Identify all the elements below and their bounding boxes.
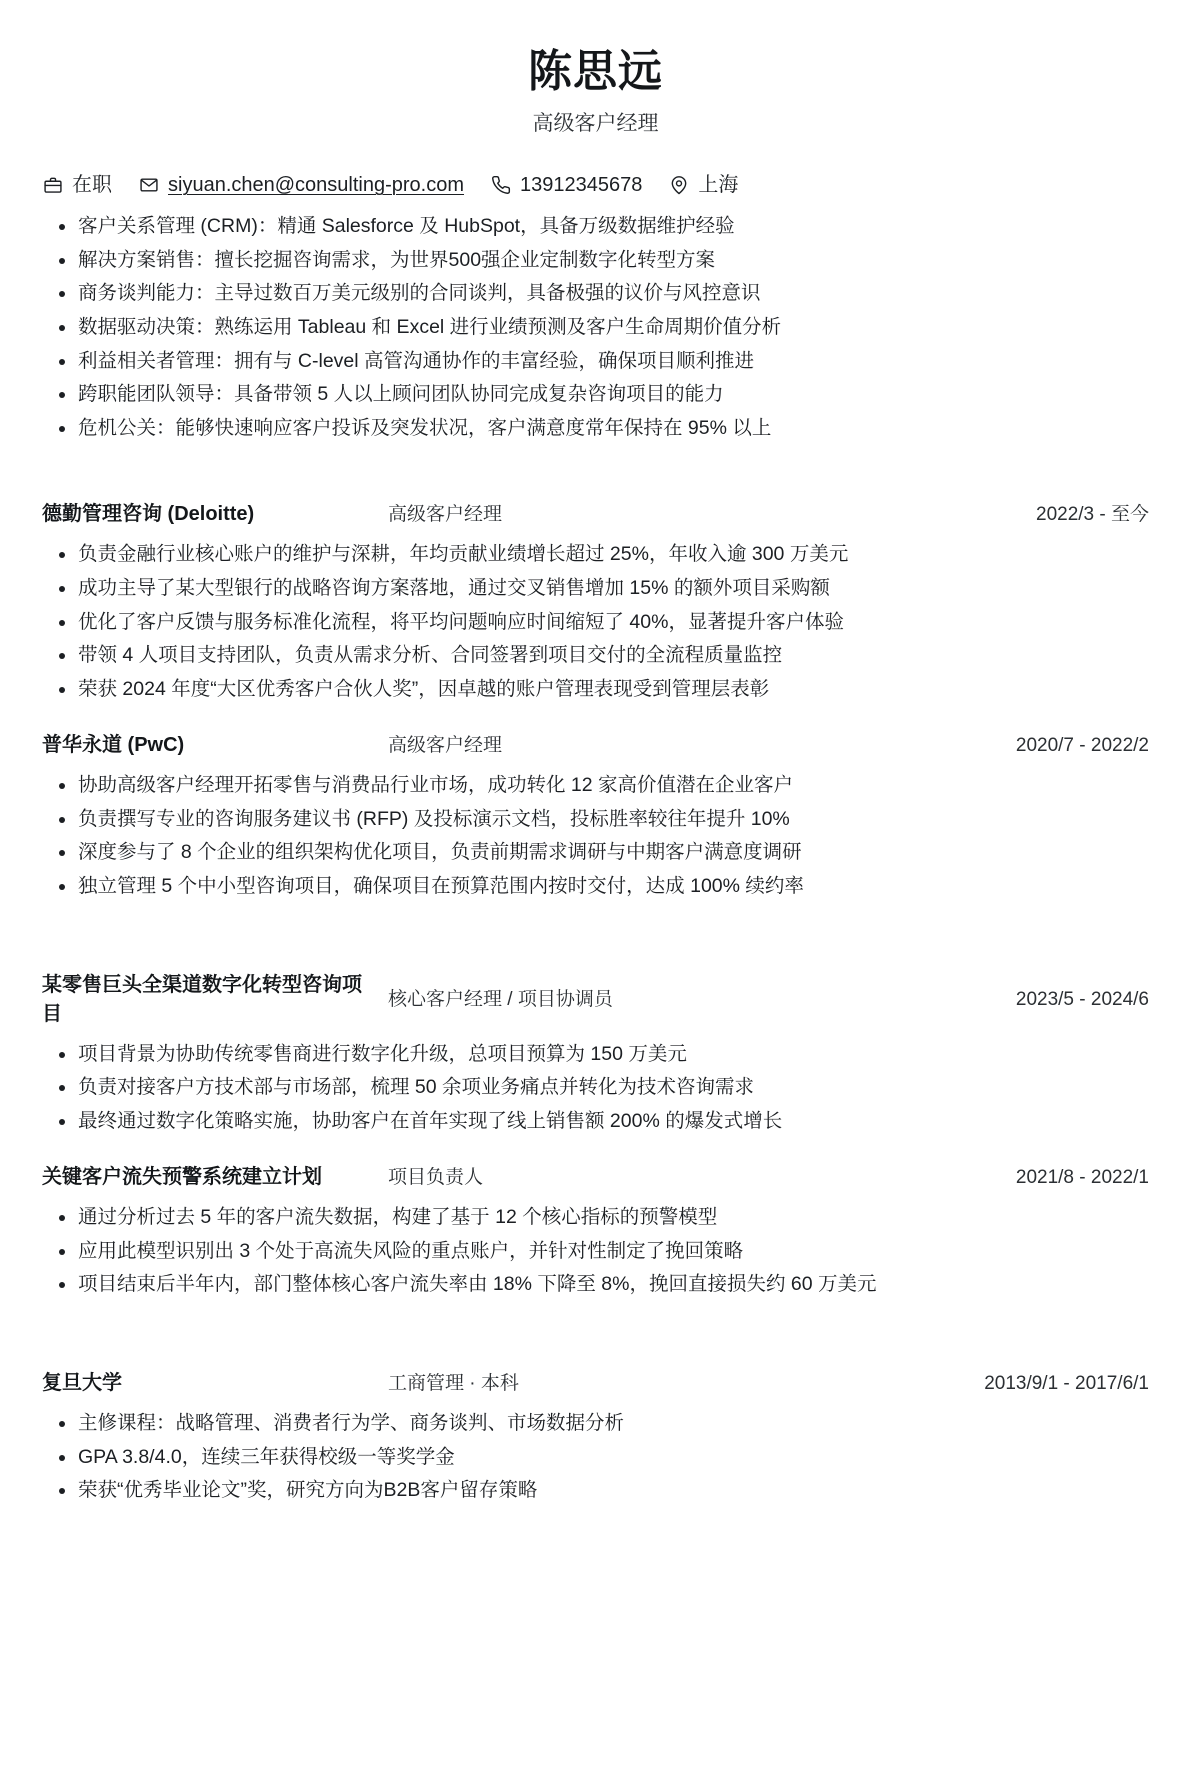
- experience-entry-bullets: [42, 539, 1149, 705]
- bullet-item: 荣获“优秀毕业论文”奖，研究方向为B2B客户留存策略: [42, 1475, 1149, 1507]
- skill-item: 解决方案销售：擅长挖掘咨询需求，为世界500强企业定制数字化转型方案: [42, 245, 1149, 277]
- project-entry-role: 核心客户经理 / 项目协调员: [388, 988, 613, 1010]
- skill-item: 数据驱动决策：熟练运用 Tableau 和 Excel 进行业绩预测及客户生命周期价值分析: [42, 312, 1149, 344]
- bullet-item: 荣获 2024 年度“大区优秀客户合伙人奖”，因卓越的账户管理表现受到管理层表彰: [42, 674, 1149, 706]
- education-entry-role: 工商管理 · 本科: [388, 1372, 519, 1394]
- headline: 高级客户经理: [532, 112, 659, 135]
- bullet-item: 通过分析过去 5 年的客户流失数据，构建了基于 12 个核心指标的预警模型: [42, 1202, 1149, 1234]
- bullet-item: 成功主导了某大型银行的战略咨询方案落地，通过交叉销售增加 15% 的额外项目采购额: [42, 573, 1149, 605]
- page-title: 陈思远: [528, 47, 663, 96]
- bullet-item: 负责金融行业核心账户的维护与深耕，年均贡献业绩增长超过 25%，年收入逾 300 万美元: [42, 539, 1149, 571]
- education-entry-header: [42, 1369, 1149, 1398]
- mail-icon: [138, 175, 159, 196]
- project-entry-role: 项目负责人: [388, 1167, 484, 1188]
- contact-row: [42, 171, 1149, 199]
- bullet-item: 协助高级客户经理开拓零售与消费品行业市场，成功转化 12 家高价值潜在企业客户: [42, 770, 1149, 802]
- bullet-item: 深度参与了 8 个企业的组织架构优化项目，负责前期需求调研与中期客户满意度调研: [42, 837, 1149, 869]
- contact-item-email[interactable]: [138, 171, 464, 199]
- project-entry-bullets: [42, 1202, 1149, 1301]
- experience-entry-org: 德勤管理咨询 (Deloitte): [42, 503, 255, 526]
- bullet-item: 独立管理 5 个中小型咨询项目，确保项目在预算范围内按时交付，达成 100% 续约率: [42, 871, 1149, 903]
- contact-item-location: [668, 171, 738, 199]
- project-entry-org: 某零售巨头全渠道数字化转型咨询项目: [42, 973, 362, 1025]
- experience-entry-header: [42, 500, 1149, 529]
- education-entry-bullets: [42, 1408, 1149, 1507]
- briefcase-icon: [42, 175, 63, 196]
- bullet-item: GPA 3.8/4.0，连续三年获得校级一等奖学金: [42, 1442, 1149, 1474]
- location-pin-icon: [668, 175, 689, 196]
- project-entry: [42, 1163, 1149, 1301]
- bullet-item: 负责撰写专业的咨询服务建议书 (RFP) 及投标演示文档，投标胜率较往年提升 10%: [42, 804, 1149, 836]
- education-entry: [42, 1369, 1149, 1507]
- experience-entry: [42, 731, 1149, 902]
- project-entry: [42, 971, 1149, 1138]
- bullet-item: 带领 4 人项目支持团队，负责从需求分析、合同签署到项目交付的全流程质量监控: [42, 640, 1149, 672]
- project-entry-org: 关键客户流失预警系统建立计划: [42, 1166, 322, 1189]
- skills-list: [42, 211, 1149, 444]
- project-entry-bullets: [42, 1039, 1149, 1138]
- skill-item: 利益相关者管理：拥有与 C-level 高管沟通协作的丰富经验，确保项目顺利推进: [42, 346, 1149, 378]
- email-text[interactable]: siyuan.chen@consulting-pro.com: [168, 174, 465, 197]
- project-entry-header: [42, 1163, 1149, 1192]
- bullet-item: 最终通过数字化策略实施，协助客户在首年实现了线上销售额 200% 的爆发式增长: [42, 1106, 1149, 1138]
- skills-section: [42, 211, 1149, 444]
- bullet-item: 优化了客户反馈与服务标准化流程，将平均问题响应时间缩短了 40%，显著提升客户体验: [42, 607, 1149, 639]
- bullet-item: 项目背景为协助传统零售商进行数字化升级，总项目预算为 150 万美元: [42, 1039, 1149, 1071]
- education-section: [42, 1369, 1149, 1507]
- experience-entry-role: 高级客户经理: [388, 504, 503, 526]
- skill-item: 跨职能团队领导：具备带领 5 人以上顾问团队协同完成复杂咨询项目的能力: [42, 379, 1149, 411]
- location-text: 上海: [698, 174, 739, 197]
- experience-entry-bullets: [42, 770, 1149, 902]
- resume-header: [42, 44, 1149, 137]
- experience-entry-header: [42, 731, 1149, 760]
- contact-item-phone: [490, 171, 642, 199]
- education-entry-date: 2013/9/1 - 2017/6/1: [984, 1372, 1149, 1394]
- projects-section: [42, 971, 1149, 1301]
- bullet-item: 主修课程：战略管理、消费者行为学、商务谈判、市场数据分析: [42, 1408, 1149, 1440]
- bullet-item: 项目结束后半年内，部门整体核心客户流失率由 18% 下降至 8%，挽回直接损失约 60 万美元: [42, 1269, 1149, 1301]
- experience-entry-org: 普华永道 (PwC): [42, 734, 185, 757]
- skill-item: 商务谈判能力：主导过数百万美元级别的合同谈判，具备极强的议价与风控意识: [42, 278, 1149, 310]
- skill-item: 客户关系管理 (CRM)：精通 Salesforce 及 HubSpot，具备万级数据维护经验: [42, 211, 1149, 243]
- bullet-item: 应用此模型识别出 3 个处于高流失风险的重点账户，并针对性制定了挽回策略: [42, 1236, 1149, 1268]
- project-entry-date: 2021/8 - 2022/1: [1015, 1167, 1149, 1188]
- skill-item: 危机公关：能够快速响应客户投诉及突发状况，客户满意度常年保持在 95% 以上: [42, 413, 1149, 445]
- job-status-text: 在职: [72, 174, 112, 197]
- contact-item-job-status: [42, 171, 112, 199]
- phone-text: 13912345678: [520, 174, 643, 197]
- phone-icon: [490, 175, 511, 196]
- experience-entry-role: 高级客户经理: [388, 734, 503, 756]
- education-entry-org: 复旦大学: [42, 1372, 122, 1395]
- experience-entry-date: 2022/3 - 至今: [1036, 504, 1149, 526]
- experience-entry: [42, 500, 1149, 705]
- experience-entry-date: 2020/7 - 2022/2: [1015, 734, 1149, 756]
- bullet-item: 负责对接客户方技术部与市场部，梳理 50 余项业务痛点并转化为技术咨询需求: [42, 1072, 1149, 1104]
- project-entry-header: [42, 971, 1149, 1029]
- experience-section: [42, 500, 1149, 902]
- project-entry-date: 2023/5 - 2024/6: [1015, 988, 1149, 1010]
